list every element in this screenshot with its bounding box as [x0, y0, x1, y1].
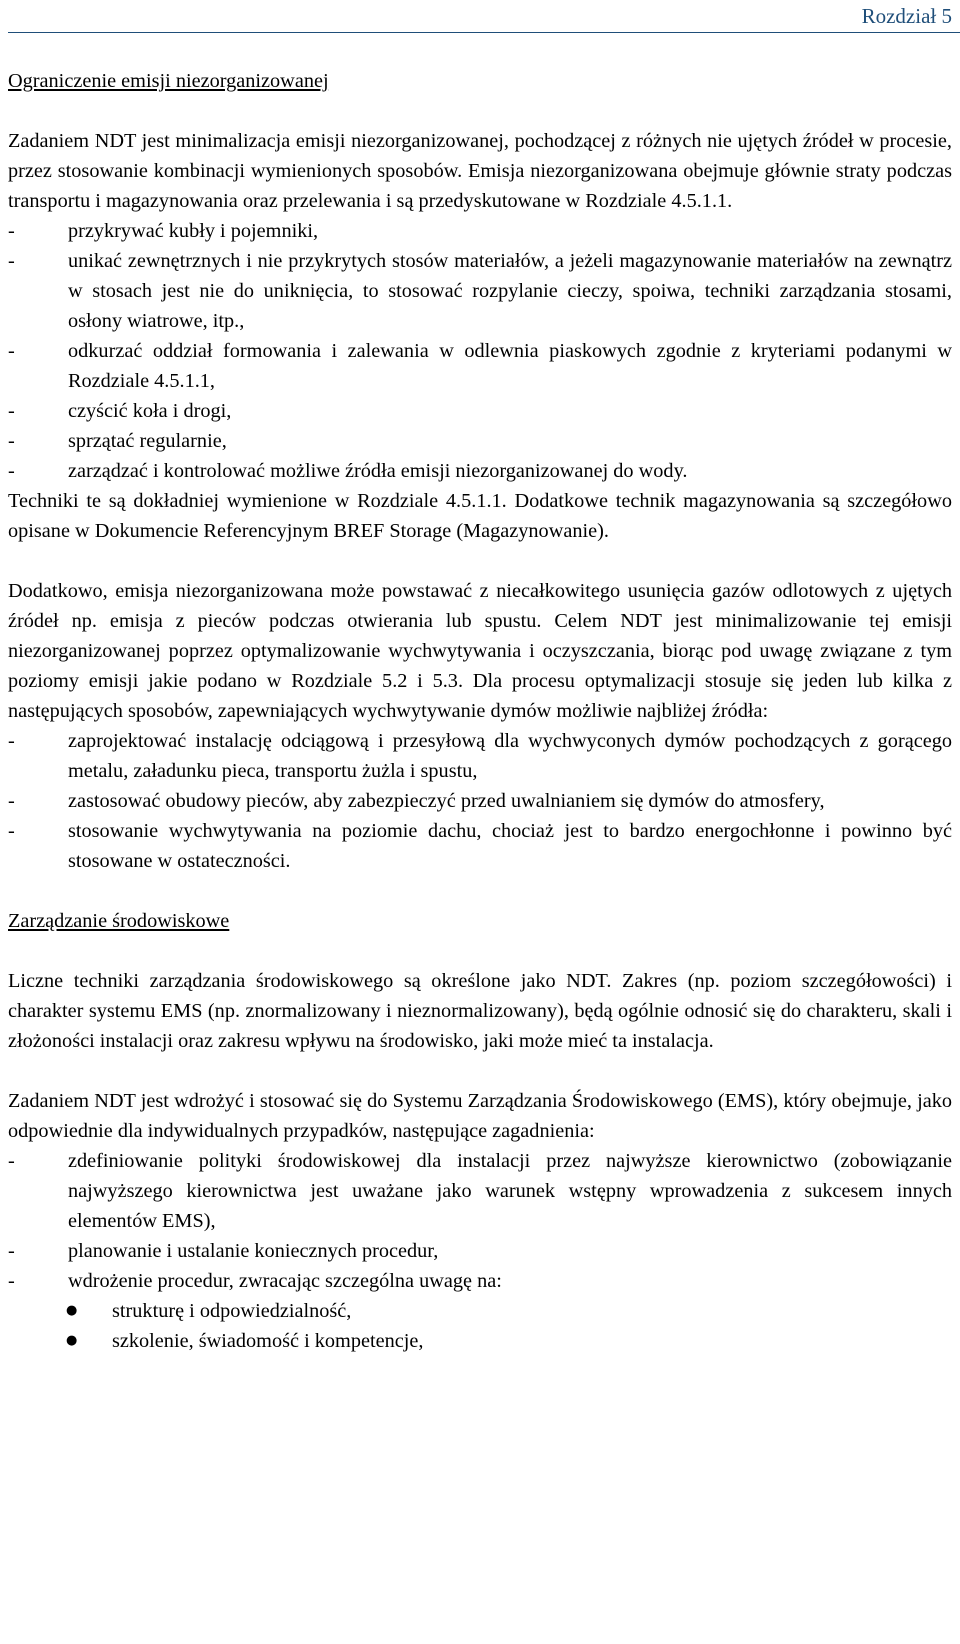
list-item: - zdefiniowanie polityki środowiskowej dla instalacji przez najwyższe kierownictwo (zobowiązanie najwyższego kierownictwa jest uważane jako warunek wstępny wprowadzenia z sukcesem innych elementów EMS),: [8, 1146, 952, 1236]
section-heading-environmental-management: Zarządzanie środowiskowe: [8, 910, 230, 932]
intro-paragraph: Zadaniem NDT jest minimalizacja emisji niezorganizowanej, pochodzącej z różnych nie ujętych źródeł w procesie, przez stosowanie kombinacji wymienionych sposobów. Emisja niezorganizowana obejmuje głównie straty podczas transportu i magazynowania oraz przelewania i są przedyskutowane w Rozdziale 4.5.1.1.: [8, 130, 952, 212]
ems-bullet-list: [8, 1296, 952, 1356]
bullet-item: ● strukturę i odpowiedzialność,: [8, 1296, 952, 1326]
list-item: - unikać zewnętrznych i nie przykrytych stosów materiałów, a jeżeli magazynowanie materiałów na zewnątrz w stosach jest nie do uniknięcia, to stosować rozpylanie cieczy, spoiwa, techniki zarządzania stosami, osłony wiatrowe, itp.,: [8, 246, 952, 336]
chapter-label: Rozdział 5: [861, 4, 952, 28]
list-item: - zarządzać i kontrolować możliwe źródła emisji niezorganizowanej do wody.: [8, 456, 952, 486]
fugitive-measures-list: [8, 216, 952, 486]
list-item: - przykrywać kubły i pojemniki,: [8, 216, 952, 246]
list-item: - stosowanie wychwytywania na poziomie dachu, chociaż jest to bardzo energochłonne i powinno być stosowane w ostateczności.: [8, 816, 952, 876]
list-item: - czyścić koła i drogi,: [8, 396, 952, 426]
ems-paragraph-1: Liczne techniki zarządzania środowiskowego są określone jako NDT. Zakres (np. poziom szczegółowości) i charakter systemu EMS (np. znormalizowany i nieznormalizowany), będą ogólnie odnosić się do charakteru, skali i złożoności instalacji oraz zakresu wpływu na środowisko, jaki może mieć ta instalacja.: [8, 970, 952, 1052]
list-item: - zastosować obudowy pieców, aby zabezpieczyć przed uwalnianiem się dymów do atmosfery,: [8, 786, 952, 816]
bullet-item: ● szkolenie, świadomość i kompetencje,: [8, 1326, 952, 1356]
capture-methods-list: [8, 726, 952, 876]
list-item: - zaprojektować instalację odciągową i przesyłową dla wychwyconych dymów pochodzących z gorącego metalu, załadunku pieca, transportu żużla i spustu,: [8, 726, 952, 786]
additional-emissions-paragraph: Dodatkowo, emisja niezorganizowana może powstawać z niecałkowitego usunięcia gazów odlotowych z ujętych źródeł np. emisja z pieców podczas otwierania lub spustu. Celem NDT jest minimalizowanie tej emisji niezorganizowanej poprzez optymalizowanie wychwytywania i oczyszczania, biorąc pod uwagę związane z tym poziomy emisji jakie podano w Rozdziale 5.2 i 5.3. Dla procesu optymalizacji stosuje się jeden lub kilka z następujących sposobów, zapewniających wychwytywanie dymów możliwie najbliżej źródła:: [8, 580, 952, 722]
document-body: [8, 66, 952, 1356]
list-item: - planowanie i ustalanie koniecznych procedur,: [8, 1236, 952, 1266]
ems-paragraph-2: Zadaniem NDT jest wdrożyć i stosować się do Systemu Zarządzania Środowiskowego (EMS), który obejmuje, jako odpowiednie dla indywidualnych przypadków, następujące zagadnienia:: [8, 1090, 952, 1142]
list-item: - wdrożenie procedur, zwracając szczególna uwagę na:: [8, 1266, 952, 1296]
ems-items-list: [8, 1146, 952, 1296]
page-header: [8, 0, 960, 33]
list-item: - sprzątać regularnie,: [8, 426, 952, 456]
list-item: - odkurzać oddział formowania i zalewania w odlewnia piaskowych zgodnie z kryteriami podanymi w Rozdziale 4.5.1.1,: [8, 336, 952, 396]
section-heading-fugitive-emissions: Ograniczenie emisji niezorganizowanej: [8, 70, 329, 92]
closing-paragraph: Techniki te są dokładniej wymienione w Rozdziale 4.5.1.1. Dodatkowe technik magazynowania są szczegółowo opisane w Dokumencie Referencyjnym BREF Storage (Magazynowanie).: [8, 490, 952, 542]
